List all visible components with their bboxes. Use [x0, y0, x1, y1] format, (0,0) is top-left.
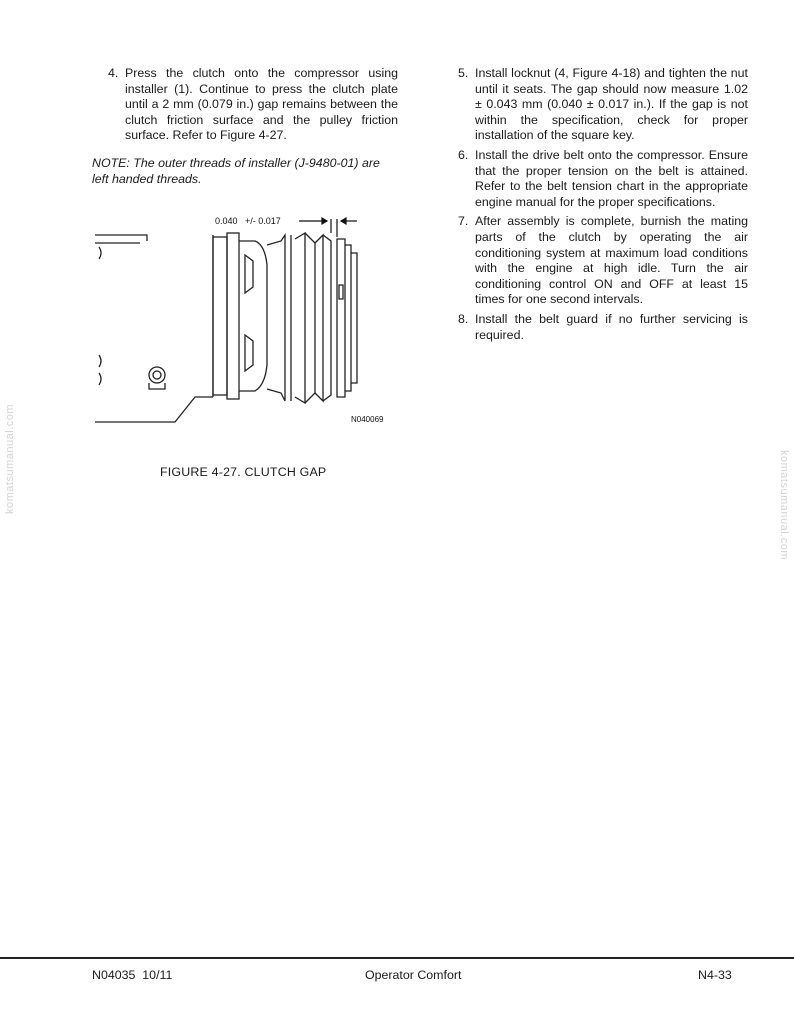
step-number: 6. [458, 147, 469, 162]
figure-caption: FIGURE 4-27. CLUTCH GAP [160, 465, 327, 479]
step-number: 4. [108, 66, 119, 80]
footer-doc-code: N04035 10/11 [92, 968, 173, 982]
step-number: 8. [458, 311, 469, 326]
watermark-right: komatsumanual.com [778, 450, 790, 560]
step-text: Install the belt guard if no further servicing is required. [475, 311, 748, 342]
footer-page-number: N4-33 [698, 968, 732, 982]
clutch-gap-figure [95, 205, 395, 435]
step-text: Install the drive belt onto the compressor. Ensure that the proper tension on the belt is attained. Refer to the belt tension chart in the appropriate engine manual for the proper specifications. [475, 147, 748, 209]
step-text: After assembly is complete, burnish the mating parts of the clutch by operating the air conditioning system at maximum load conditions with the engine at high idle. Turn the air conditioning control ON and OFF at least 15 times for one second intervals. [475, 214, 748, 307]
installer-note: NOTE: The outer threads of installer (J-9480-01) are left handed threads. [92, 155, 380, 186]
footer-section: Operator Comfort [365, 968, 462, 982]
gap-dimension-label: 0.040 +/- 0.017 [215, 216, 281, 226]
step-5 [458, 66, 748, 144]
step-7 [458, 214, 748, 308]
right-column [458, 66, 748, 347]
step-4 [92, 66, 398, 144]
step-6 [458, 148, 748, 210]
step-text: Install locknut (4, Figure 4-18) and tighten the nut until it seats. The gap should now measure 1.02 ± 0.043 mm (0.040 ± 0.017 in.). If the gap is not within the specification, check for proper installation of the square key. [475, 66, 748, 143]
step-8 [458, 312, 748, 343]
footer-divider [0, 957, 794, 959]
left-column [92, 66, 398, 187]
step-text: Press the clutch onto the compressor using installer (1). Continue to press the clutch plate until a 2 mm (0.079 in.) gap remains between the clutch friction surface and the pulley friction surface. Refer to Figure 4-27. [125, 66, 398, 143]
watermark-left: komatsumanual.com [4, 404, 16, 514]
step-number: 7. [458, 214, 469, 229]
figure-ref-code: N040069 [351, 415, 384, 424]
step-number: 5. [458, 66, 469, 80]
clutch-gap-drawing [95, 205, 395, 435]
